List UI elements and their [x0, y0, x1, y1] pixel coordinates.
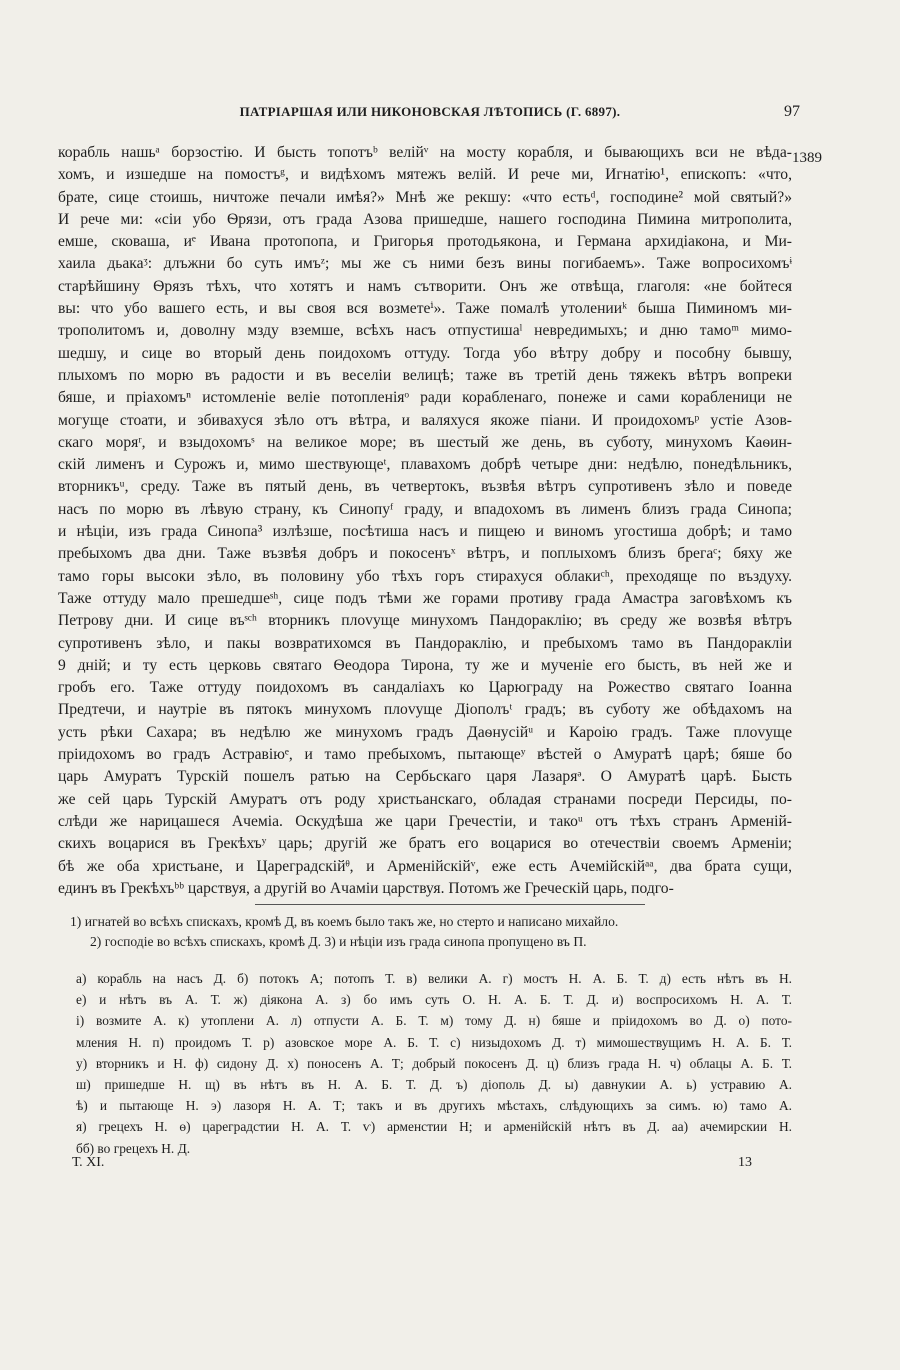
text-line: шедшу, и сице во вторый день поидохомъ оттуду. Тогда убо вѣтру добру и пособну бывшу,: [58, 344, 792, 362]
text-line: Петрову дни. И сице въˢᶜʰ вторникъ плovуще минухомъ Пандораклію; въ среду же возвѣя вѣтръ: [58, 612, 792, 630]
text-line: же сей царь Турскій Амуратъ отъ роду христьанскаго, обладая странами посреди Персиды, по-: [58, 790, 792, 808]
variant-line: і) возмите А. к) утоплени А. л) отпусти А. Б. Т. м) тому Д. н) бяше и пріидохомъ во Д. о) пото-: [76, 1013, 792, 1029]
text-line: трополитомъ и, доволну мзду вземше, всѣхъ насъ отпустишаˡ невредимыхъ; и дню тамоᵐ мимо-: [58, 322, 792, 340]
volume-label: Т. XI.: [72, 1155, 105, 1170]
text-line: насъ по морю въ лѣвую страну, къ Синопуᶠ граду, и впадохомъ въ лименъ близъ града Синопа;: [58, 500, 792, 518]
variant-line: мления Н. п) проидомъ Т. р) азовское море А. Б. Т. с) низыдохомъ Д. т) мимошествущимъ Н. А. Б. Т.: [76, 1034, 792, 1050]
text-line: плыхомъ по морю въ радости и въ веселіи велицѣ; таже въ третій день тяжекъ вѣтръ вопреки: [58, 366, 792, 384]
variant-line: бб) во грецехъ Н. Д.: [76, 1140, 191, 1156]
variant-line: у) вторникъ и Н. ф) сидону Д. х) поносенъ А. Т; добрый покосенъ Д. ц) близъ града Н. ч) облацы А. Б. Т.: [76, 1055, 792, 1071]
signature-mark: 13: [738, 1155, 752, 1170]
variant-line: ш) пришедше Н. щ) въ нѣтъ въ Н. А. Б. Т. Д. ъ) діополь Д. ы) давнукии А. ь) устравию А.: [76, 1076, 792, 1092]
text-line: тамо горы высоки зѣло, въ половину убо тѣхъ горъ стирахуся облакиᶜʰ, преходяще по въздуху.: [58, 567, 792, 585]
text-line: скаго моряʳ, и взыдохомъˢ на великое море; въ шестый же день, въ суботу, минухомъ Каѳин-: [58, 433, 792, 451]
page-number: 97: [784, 103, 800, 120]
text-line: гробъ его. Таже оттуду поидохомъ въ сандаліахъ ко Царюграду на Рожество святаго Іоанна: [58, 679, 792, 697]
text-line: скій лименъ и Сурожъ и, мимо шествующеᵗ, плавахомъ добрѣ четыре дни: недѣлю, понедѣльникъ,: [58, 456, 792, 474]
text-line: Таже оттуду мало прешедшеˢʰ, сице подъ тѣми же горами противу града Амастра заговѣхомъ къ: [58, 589, 792, 607]
text-line: И рече ми: «сіи убо Ѳрязи, отъ града Азова пришедше, нашего господина Пимина митрополита,: [58, 210, 792, 228]
variant-readings: [76, 968, 792, 1159]
variant-line: ѣ) и пытающе Н. э) лазоря Н. А. Т; такъ и въ другихъ мѣстахъ, слѣдующихъ за симъ. ю) тамо А.: [76, 1098, 792, 1114]
footnote-divider: [255, 904, 645, 905]
variant-line: я) грецехъ Н. ѳ) цареградстии Н. А. Т. ѵ) арменстии Н; и арменійскій нѣтъ въ Д. аа) ачемирскии Н.: [76, 1119, 792, 1135]
margin-year: 1389: [792, 150, 822, 166]
text-line: хомъ, и изшедше на помостъᵍ, и видѣхомъ мятежъ велій. И рече ми, Игнатію¹, епископъ: «что,: [58, 166, 792, 184]
text-line: бѣ же оба христьане, и Цареградскійᶿ, и Арменійскійᵛ, еже есть Ачемійскійᵃᵃ, два брата сущи,: [58, 857, 792, 875]
text-line: пребыхомъ два дни. Таже възвѣя добръ и покосенъˣ вѣтръ, и поплыхомъ близъ брегаᶜ; бяху же: [58, 545, 792, 563]
footnote-line: 1) игнатей во всѣхъ спискахъ, кромѣ Д, въ коемъ было такъ же, но стерто и написано михайло.: [70, 914, 619, 929]
text-line: бяше, и пріахомъⁿ истомленіе веліе потопленіяᵒ ради корабленаго, понеже и сами корабленици не: [58, 389, 792, 407]
text-line: усть рѣки Сахара; въ недѣлю же минухомъ градъ Даѳнусійᵘ и Кароію градъ. Таже плovуще: [58, 723, 792, 741]
text-line: хаила дьакаᶾ: длъжни бо суть имъᶻ; мы же съ ними безъ вины погибаемъ». Таже вопросихомъᶤ: [58, 255, 792, 273]
running-header: [60, 104, 800, 128]
text-line: вы: что убо вашего есть, и вы своя вся возметеⁱ». Таже помалѣ утоленииᵏ быша Пиминомъ ми-: [58, 300, 792, 318]
variant-line: а) корабль на насъ Д. б) потокъ А; потопъ Т. в) велики А. г) мостъ Н. А. Б. Т. д) есть нѣтъ въ Н.: [76, 971, 792, 986]
chronicle-text: [58, 142, 792, 900]
text-line: Предтечи, и наутріе въ пятокъ минухомъ плovуще Діополъᵗ градъ; въ суботу же обѣдахомъ на: [58, 701, 792, 719]
text-line: могуще стоати, и збивахуся зѣло отъ вѣтра, и валяхуся якоже піани. И проидохомъᵖ устіе Азов-: [58, 411, 792, 429]
text-line: пріидохомъ во градъ Астравіюᵉ, и тамо пребыхомъ, пытающеʸ вѣстей о Амуратѣ царѣ; бяше бо: [58, 746, 792, 764]
text-line: скихъ воцарися въ Грекѣхъʸ царь; другій же братъ его воцарися во отечествіи своемъ Арменіи;: [58, 835, 792, 853]
text-line: царь Амуратъ Турскій пошелъ ратью на Сербьскаго царя Лазаряᵊ. О Амуратѣ царѣ. Бысть: [58, 768, 792, 786]
text-line: и нѣціи, изъ града Синопа³ излѣзше, посѣтиша насъ и пищею и виномъ угостиша добрѣ; и тамо: [58, 523, 792, 541]
text-line: вторникъᵘ, среду. Таже въ пятый день, въ четвертокъ, възвѣя вѣтръ супротивенъ зѣло и поведе: [58, 478, 792, 496]
text-line: старѣйшину Ѳрязъ тѣхъ, что хотятъ и намъ сътворити. Онъ же отвѣща, глаголя: «не бойтеся: [58, 277, 792, 295]
footnotes: [70, 912, 792, 953]
text-line: брате, сице стоишь, ничтоже печали имѣя?» Мнѣ же рекшу: «что естьᵈ, господине² мой святый?»: [58, 188, 792, 206]
text-line: единъ въ Грекѣхъᵇᵇ царствуя, а другій во Ачаміи царствуя. Потомъ же Греческій царь, подго-: [58, 879, 674, 897]
variant-line: е) и нѣтъ въ А. Т. ж) діякона А. з) бо имъ суть О. Н. А. Б. Т. Д. и) воспросихомъ Н. А. Т.: [76, 992, 792, 1008]
chronicle-title: ПАТРІАРШАЯ ИЛИ НИКОНОВСКАЯ ЛѢТОПИСЬ (Г. 6897).: [239, 104, 621, 119]
text-line: супротивенъ зѣло, и пакы возвратихомся въ Пандораклію, и пребыхомъ тамо въ Пандоракліи: [58, 634, 792, 652]
footnote-line: 2) господіе во всѣхъ спискахъ, кромѣ Д. 3) и нѣціи изъ града синопа пропущено въ П.: [90, 934, 587, 950]
text-line: корабль нашьᵃ борзостію. И бысть топотъᵇ велійᵛ на мосту корабля, и бывающихъ вси не вѣда-: [58, 144, 792, 161]
text-line: 9 дній; и ту есть церковь святаго Ѳеодора Тирона, ту же и мученіе его бысть, въ ней же и: [58, 656, 792, 674]
page-footer: [72, 1155, 752, 1175]
text-line: емше, сковаша, иᵉ Ивана протопопа, и Григорья протодьякона, и Германа архидіакона, и Ми-: [58, 233, 792, 251]
text-line: слѣди же нарицашеся Ачеміа. Оскудѣша же цари Гречестіи, и такоᵘ отъ тѣхъ странъ Арменій-: [58, 812, 792, 830]
